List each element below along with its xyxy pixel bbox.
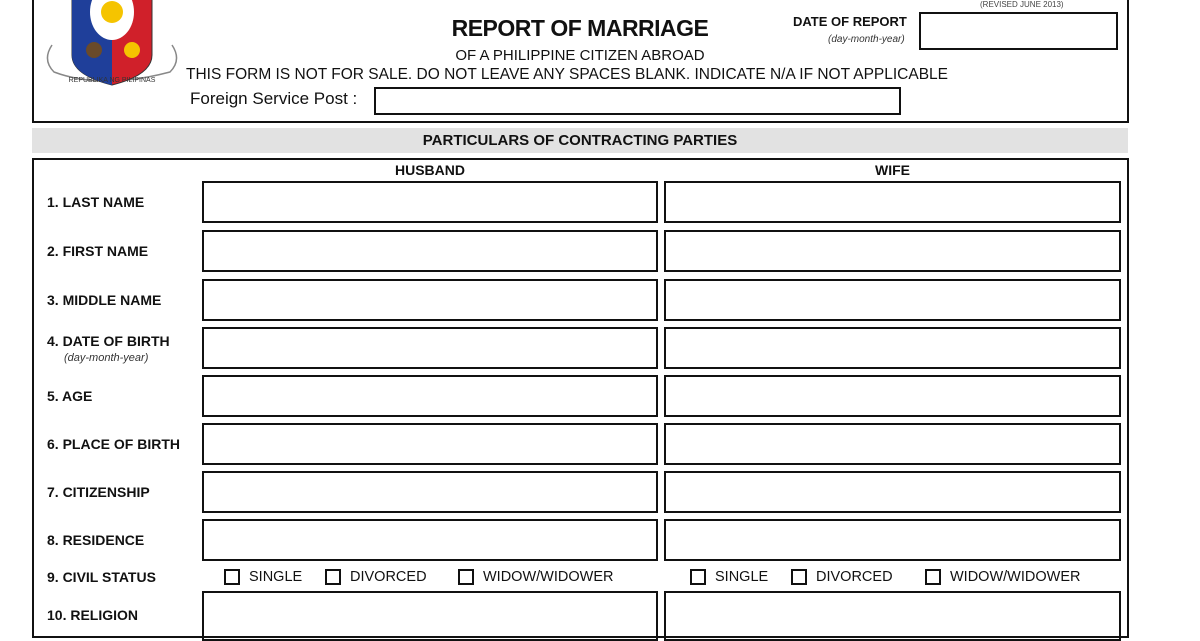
wife-civil-status-widow[interactable]: WIDOW/WIDOWER (925, 569, 1080, 585)
checkbox[interactable] (325, 569, 341, 585)
husband-civil-status-single[interactable]: SINGLE (224, 569, 302, 585)
svg-text:REPUBLIKA NG PILIPINAS: REPUBLIKA NG PILIPINAS (68, 77, 156, 84)
row-label: 1. LAST NAME (47, 194, 145, 210)
civil-status-label: 9. CIVIL STATUS (47, 569, 156, 585)
husband-field[interactable] (202, 375, 658, 417)
row-label: 3. MIDDLE NAME (47, 292, 162, 308)
date-of-report-hint: (day-month-year) (828, 34, 905, 45)
wife-civil-status-single[interactable]: SINGLE (690, 569, 768, 585)
husband-field[interactable] (202, 181, 658, 223)
row-label: 2. FIRST NAME (47, 243, 149, 259)
row-label: 8. RESIDENCE (47, 532, 145, 548)
philippine-seal-logo (42, 0, 182, 95)
checkbox[interactable] (690, 569, 706, 585)
husband-column-header: HUSBAND (395, 162, 465, 178)
husband-field[interactable] (202, 423, 658, 465)
checkbox[interactable] (224, 569, 240, 585)
foreign-service-post-label: Foreign Service Post : (190, 89, 358, 108)
husband-civil-status-divorced[interactable]: DIVORCED (325, 569, 427, 585)
wife-religion-field[interactable] (664, 591, 1121, 641)
form-subtitle: OF A PHILIPPINE CITIZEN ABROAD (455, 47, 705, 64)
wife-field[interactable] (664, 279, 1121, 321)
row-label: 5. AGE (47, 388, 93, 404)
row-hint: (day-month-year) (64, 352, 149, 364)
date-of-report-label: DATE OF REPORT (793, 14, 907, 29)
husband-field[interactable] (202, 471, 658, 513)
wife-field[interactable] (664, 423, 1121, 465)
row-label: 6. PLACE OF BIRTH (47, 436, 181, 452)
revision-note: (REVISED JUNE 2013) (980, 0, 1064, 9)
husband-field[interactable] (202, 519, 658, 561)
row-label: 4. DATE OF BIRTH (47, 333, 170, 349)
form-title: REPORT OF MARRIAGE (451, 15, 709, 41)
row-label: 7. CITIZENSHIP (47, 484, 150, 500)
wife-field[interactable] (664, 375, 1121, 417)
date-of-report-field[interactable] (919, 12, 1118, 50)
husband-religion-field[interactable] (202, 591, 658, 641)
checkbox[interactable] (791, 569, 807, 585)
checkbox[interactable] (925, 569, 941, 585)
religion-label: 10. RELIGION (47, 607, 139, 623)
wife-field[interactable] (664, 327, 1121, 369)
wife-civil-status-divorced[interactable]: DIVORCED (791, 569, 893, 585)
husband-field[interactable] (202, 327, 658, 369)
wife-column-header: WIFE (875, 162, 910, 178)
wife-field[interactable] (664, 181, 1121, 223)
wife-field[interactable] (664, 471, 1121, 513)
section-title: PARTICULARS OF CONTRACTING PARTIES (32, 128, 1128, 153)
form-notice: THIS FORM IS NOT FOR SALE. DO NOT LEAVE ANY SPACES BLANK. INDICATE N/A IF NOT APPLICABLE (186, 66, 948, 83)
husband-field[interactable] (202, 230, 658, 272)
husband-civil-status-widow[interactable]: WIDOW/WIDOWER (458, 569, 613, 585)
checkbox[interactable] (458, 569, 474, 585)
husband-field[interactable] (202, 279, 658, 321)
wife-field[interactable] (664, 230, 1121, 272)
foreign-service-post-field[interactable] (374, 87, 901, 115)
wife-field[interactable] (664, 519, 1121, 561)
